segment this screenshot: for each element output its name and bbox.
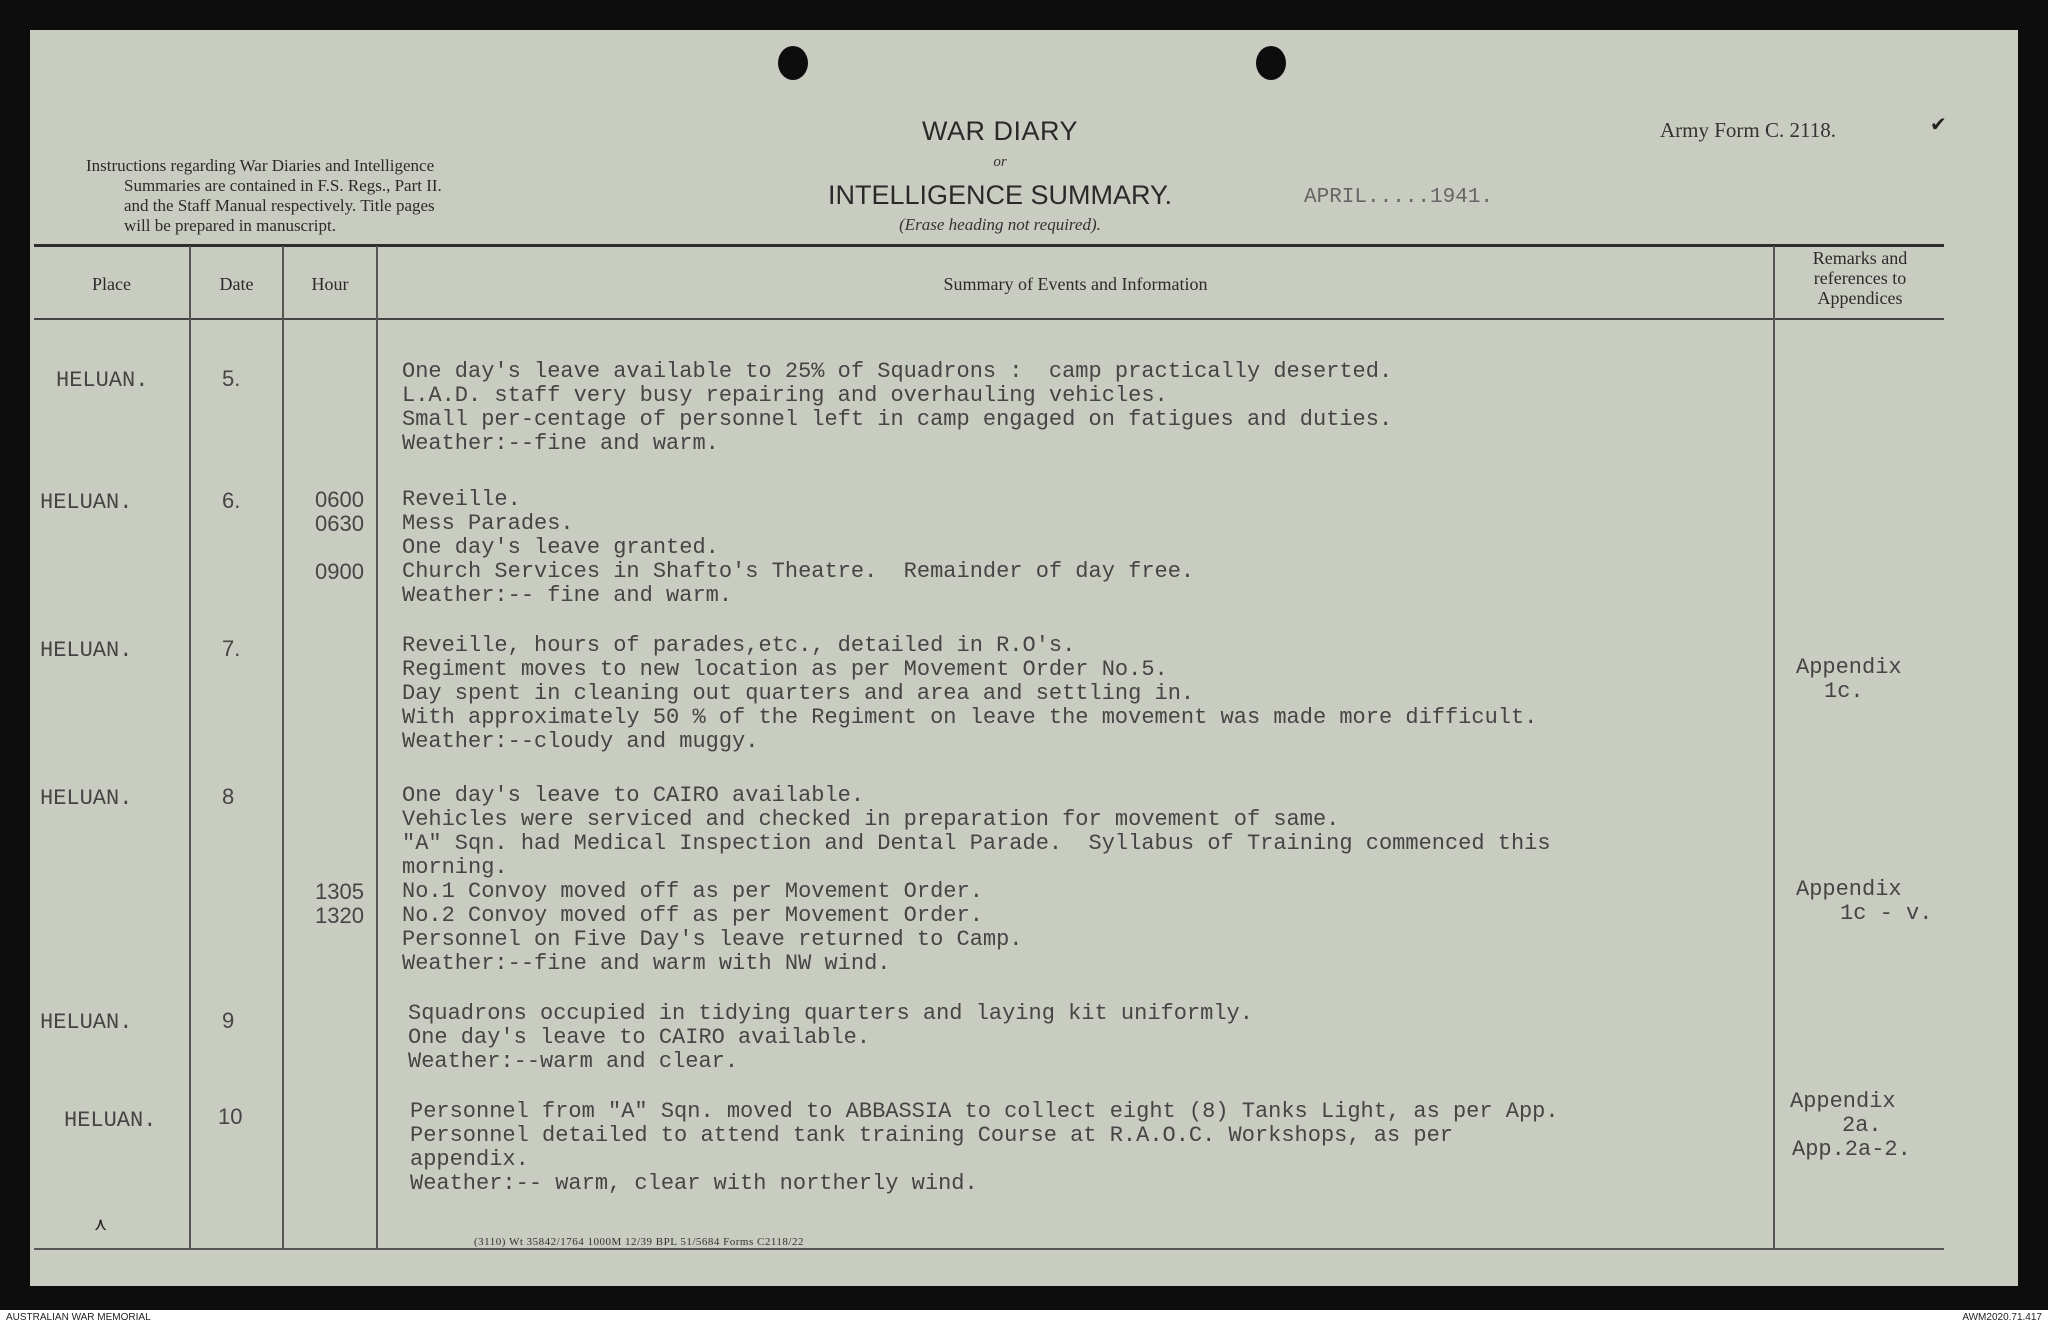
hour-cell: [298, 928, 364, 952]
summary-line: Weather:--cloudy and muggy.: [402, 729, 759, 754]
hour-cell: [298, 952, 364, 976]
summary-line: One day's leave to CAIRO available.: [402, 783, 865, 808]
entry-remarks: [1796, 878, 1932, 926]
column-header-summary: Summary of Events and Information: [943, 274, 1208, 294]
column-header-date: Date: [219, 274, 254, 294]
entry-remarks: [1790, 1090, 1911, 1162]
entry-summary: [402, 784, 1551, 976]
column-divider: [376, 246, 378, 1250]
printer-imprint: (3110) Wt 35842/1764 1000M 12/39 BPL 51/5684 Forms C2118/22: [474, 1236, 804, 1248]
instructions-line: Instructions regarding War Diaries and Intelligence: [86, 156, 435, 175]
remarks-header-line: Appendices: [1817, 288, 1903, 308]
entry-summary: [402, 360, 1392, 456]
entry-date: 7.: [222, 636, 241, 661]
entry-place: HELUAN.: [40, 490, 133, 515]
archive-reference: AWM2020.71.417: [1962, 1312, 2042, 1323]
summary-line: Reveille.: [402, 487, 521, 512]
summary-line: One day's leave to CAIRO available.: [408, 1025, 871, 1050]
summary-line: Reveille, hours of parades,etc., detailed in R.O's.: [402, 633, 1076, 658]
bottom-rule: [34, 1248, 1944, 1250]
instructions-line: and the Staff Manual respectively. Title pages: [124, 196, 435, 215]
summary-line: Regiment moves to new location as per Movement Order No.5.: [402, 657, 1168, 682]
column-header-hour: Hour: [311, 274, 349, 294]
entry-hours: [298, 784, 364, 976]
summary-line: Personnel on Five Day's leave returned to Camp.: [402, 927, 1023, 952]
remark-line: Appendix: [1796, 877, 1902, 902]
instructions-line: Summaries are contained in F.S. Regs., Part II.: [124, 176, 442, 195]
hour-cell: 1320: [315, 903, 364, 928]
entry-hours: [298, 488, 364, 608]
hour-cell: 0600: [315, 487, 364, 512]
summary-line: Vehicles were serviced and checked in preparation for movement of same.: [402, 807, 1340, 832]
entry-place: HELUAN.: [40, 638, 133, 663]
archive-credit: AUSTRALIAN WAR MEMORIAL: [6, 1312, 151, 1323]
column-divider: [282, 246, 284, 1250]
entry-date: 9: [222, 1008, 235, 1033]
summary-line: One day's leave granted.: [402, 535, 719, 560]
form-title-or: or: [993, 154, 1007, 170]
entry-remarks: [1796, 656, 1902, 704]
summary-line: No.2 Convoy moved off as per Movement Order.: [402, 903, 983, 928]
summary-line: morning.: [402, 855, 508, 880]
summary-line: Day spent in cleaning out quarters and area and settling in.: [402, 681, 1195, 706]
remark-line: 1c.: [1824, 679, 1864, 704]
remarks-header-line: Remarks and: [1812, 248, 1908, 268]
column-divider: [1773, 246, 1775, 1250]
summary-line: One day's leave available to 25% of Squadrons : camp practically deserted.: [402, 359, 1393, 384]
summary-line: Weather:--fine and warm with NW wind.: [402, 951, 891, 976]
summary-line: Mess Parades.: [402, 511, 574, 536]
summary-line: Weather:-- fine and warm.: [402, 583, 733, 608]
hour-cell: [298, 536, 364, 560]
remarks-header-line: references to: [1813, 268, 1907, 288]
summary-line: Church Services in Shafto's Theatre. Remainder of day free.: [402, 559, 1195, 584]
form-title-war-diary: WAR DIARY: [921, 116, 1079, 146]
instructions-note: [86, 156, 566, 236]
summary-line: Weather:--warm and clear.: [408, 1049, 739, 1074]
entry-summary: [408, 1002, 1253, 1074]
column-divider: [189, 246, 191, 1250]
summary-line: Weather:--fine and warm.: [402, 431, 719, 456]
hour-cell: 0630: [315, 511, 364, 536]
entry-place: HELUAN.: [64, 1108, 157, 1133]
header-rule: [34, 244, 1944, 247]
month-year-field: APRIL.....1941.: [1304, 186, 1494, 209]
column-header-remarks: [1775, 248, 1945, 308]
remark-line: 2a.: [1842, 1113, 1882, 1138]
entry-summary: [402, 488, 1194, 608]
entry-date: 10: [218, 1104, 243, 1129]
hour-cell: [298, 856, 364, 880]
remark-line: Appendix: [1790, 1089, 1896, 1114]
pencil-tick-icon: ⋏: [94, 1214, 108, 1235]
summary-line: appendix.: [410, 1147, 529, 1172]
entry-summary: [402, 634, 1537, 754]
hour-cell: [298, 832, 364, 856]
instructions-line: will be prepared in manuscript.: [124, 216, 336, 235]
summary-line: Squadrons occupied in tidying quarters and laying kit uniformly.: [408, 1001, 1253, 1026]
summary-line: Personnel detailed to attend tank training Course at R.A.O.C. Workshops, as per: [410, 1123, 1453, 1148]
hour-cell: [298, 784, 364, 808]
punch-hole-left: [778, 46, 808, 80]
summary-line: Weather:-- warm, clear with northerly wind.: [410, 1171, 978, 1196]
summary-line: "A" Sqn. had Medical Inspection and Dental Parade. Syllabus of Training commenced this: [402, 831, 1551, 856]
entry-date: 6.: [222, 488, 241, 513]
hour-cell: 1305: [315, 879, 364, 904]
remark-line: 1c - v.: [1840, 901, 1933, 926]
summary-line: With approximately 50 % of the Regiment on leave the movement was made more difficult.: [402, 705, 1538, 730]
punch-hole-right: [1256, 46, 1286, 80]
remark-line: Appendix: [1796, 655, 1902, 680]
entry-summary: [410, 1100, 1559, 1196]
summary-line: Personnel from "A" Sqn. moved to ABBASSIA to collect eight (8) Tanks Light, as per App.: [410, 1099, 1559, 1124]
army-form-number: Army Form C. 2118.: [1660, 118, 1836, 142]
column-header-place: Place: [92, 274, 131, 294]
entry-place: HELUAN.: [40, 1010, 133, 1035]
column-header-rule: [34, 318, 1944, 320]
hour-cell: [298, 808, 364, 832]
erase-heading-note: (Erase heading not required).: [899, 215, 1101, 234]
entry-place: HELUAN.: [56, 368, 149, 393]
ink-mark-icon: ✔: [1930, 112, 1947, 136]
hour-cell: 0900: [315, 559, 364, 584]
hour-cell: [298, 584, 364, 608]
entry-place: HELUAN.: [40, 786, 133, 811]
remark-line: App.2a-2.: [1792, 1137, 1911, 1162]
summary-line: No.1 Convoy moved off as per Movement Order.: [402, 879, 983, 904]
summary-line: Small per-centage of personnel left in camp engaged on fatigues and duties.: [402, 407, 1393, 432]
summary-line: L.A.D. staff very busy repairing and overhauling vehicles.: [402, 383, 1168, 408]
form-title-intelligence-summary: INTELLIGENCE SUMMARY.: [827, 180, 1173, 210]
entry-date: 8: [222, 784, 235, 809]
entry-date: 5.: [222, 366, 241, 391]
